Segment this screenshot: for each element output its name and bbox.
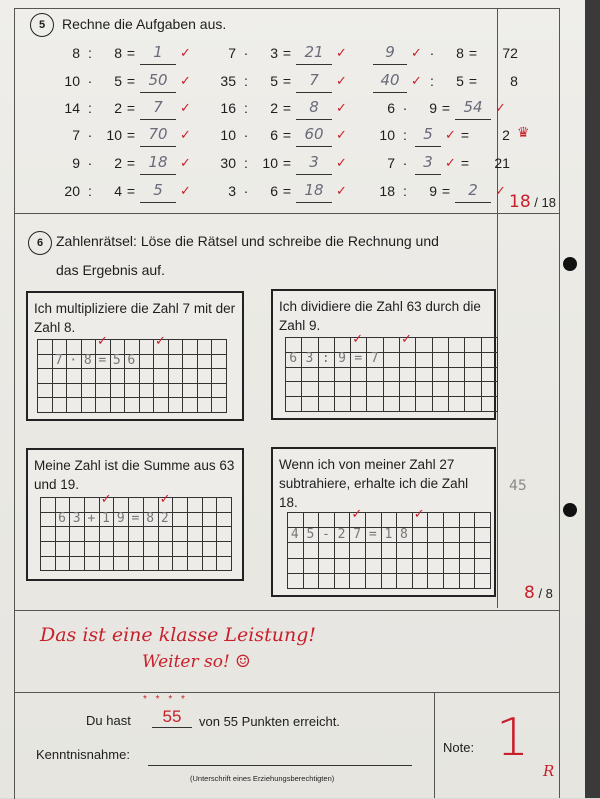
task-title-line1: Zahlenrätsel: Löse die Rätsel und schreibe die Rechnung und xyxy=(56,233,439,249)
stars-decoration: * * * * xyxy=(143,694,188,705)
equation-row xyxy=(58,40,191,66)
operator: · xyxy=(243,183,249,199)
check-mark-icon: ✓ xyxy=(336,183,347,198)
operator: : xyxy=(403,127,407,143)
answer-field[interactable]: 70 xyxy=(140,124,176,147)
operator: · xyxy=(402,100,408,116)
punch-hole xyxy=(563,503,577,517)
equals-sign: = xyxy=(282,73,292,89)
operand-a: 30 xyxy=(220,155,236,171)
grid-character: 8 xyxy=(83,352,92,368)
answer-field[interactable]: 18 xyxy=(140,152,176,175)
equals-sign: = xyxy=(282,127,292,143)
equation-row xyxy=(373,178,506,204)
operand-a: 10 xyxy=(220,127,236,143)
equals-sign: = xyxy=(282,155,292,171)
riddle-text: Wenn ich von meiner Zahl 27 subtrahiere, erhalte ich die Zahl 18. xyxy=(279,457,469,510)
grade-label: Note: xyxy=(443,740,475,755)
equation-row xyxy=(58,68,191,94)
check-mark-icon: ✓ xyxy=(445,155,456,170)
answer-field[interactable]: 9 xyxy=(373,42,407,65)
check-mark-icon: ✓ xyxy=(495,183,506,198)
operand-a: 8 xyxy=(72,45,80,61)
operand-a: 18 xyxy=(379,183,395,199)
equation-row xyxy=(373,95,506,121)
equals-sign: = xyxy=(126,183,136,199)
operator: : xyxy=(244,73,248,89)
grid-character: 6 xyxy=(58,510,66,526)
check-mark-icon: ✓ xyxy=(180,73,191,88)
operand-b: 5 xyxy=(270,73,278,89)
points-value: 55 xyxy=(152,707,192,728)
grid-character: · xyxy=(69,352,78,368)
equals-sign: = xyxy=(282,183,292,199)
answer-field[interactable]: 60 xyxy=(296,124,332,147)
grid-character: 8 xyxy=(400,527,408,543)
equation-row xyxy=(58,122,191,148)
grid-character: 2 xyxy=(337,527,346,543)
grid-character: 2 xyxy=(160,510,169,526)
grid-character: 6 xyxy=(289,350,298,366)
operator: · xyxy=(429,45,435,61)
check-mark-icon: ✓ xyxy=(352,331,364,346)
equation-row xyxy=(58,95,191,121)
section-divider xyxy=(14,213,559,214)
equals-sign: = xyxy=(460,155,469,171)
operand-b: 5 xyxy=(114,73,122,89)
check-mark-icon: ✓ xyxy=(411,73,422,88)
score-total: / 8 xyxy=(538,586,553,601)
operand-a: 10 xyxy=(379,127,395,143)
check-mark-icon: ✓ xyxy=(336,45,347,60)
answer-field[interactable]: 2 xyxy=(455,180,491,203)
equals-sign: = xyxy=(126,127,136,143)
equals-sign: = xyxy=(468,73,477,89)
operand-b: 9 xyxy=(429,183,437,199)
check-mark-icon: ✓ xyxy=(413,506,425,521)
check-mark-icon: ✓ xyxy=(495,100,506,115)
equals-sign: = xyxy=(441,183,451,199)
grade-box-divider xyxy=(434,692,435,798)
equation-row xyxy=(214,95,347,121)
equation-row xyxy=(214,68,347,94)
answer-field[interactable]: 54 xyxy=(455,97,491,120)
grid-character: = xyxy=(354,350,363,366)
answer-field[interactable]: 1 xyxy=(140,42,176,65)
operand-a: 6 xyxy=(387,100,395,116)
teacher-comment-line1: Das ist eine klasse Leistung! xyxy=(40,624,316,646)
operand-b: 8 xyxy=(114,45,122,61)
operand-a: 7 xyxy=(228,45,236,61)
task5-score xyxy=(509,192,556,212)
grid-character: = xyxy=(131,510,140,526)
answer-field[interactable]: 5 xyxy=(140,180,176,203)
check-mark-icon: ✓ xyxy=(180,100,191,115)
grid-character: 4 xyxy=(290,527,299,543)
operator: : xyxy=(244,100,248,116)
answer-field[interactable]: 5 xyxy=(415,124,441,147)
task6-score xyxy=(524,583,553,603)
grid-character: 6 xyxy=(127,352,136,368)
operand-a: 35 xyxy=(220,73,236,89)
check-mark-icon: ✓ xyxy=(411,45,422,60)
check-mark-icon: ✓ xyxy=(180,155,191,170)
equals-sign: = xyxy=(126,100,136,116)
grid-character: 5 xyxy=(112,352,121,368)
operand-b: 6 xyxy=(270,183,278,199)
grid-character: 7 xyxy=(54,352,63,368)
answer-field[interactable]: 7 xyxy=(140,97,176,120)
result: 21 xyxy=(494,155,510,171)
equals-sign: = xyxy=(126,155,136,171)
operand-b: 2 xyxy=(270,100,278,116)
equation-row xyxy=(373,122,510,148)
grid-character: = xyxy=(368,527,377,543)
answer-field[interactable]: 40 xyxy=(373,70,407,93)
answer-field[interactable]: 18 xyxy=(296,180,332,203)
acknowledgement-label: Kenntnisnahme: xyxy=(36,747,130,762)
signature-hint: (Unterschrift eines Erziehungsberechtigten) xyxy=(190,774,335,783)
task-title-line2: das Ergebnis auf. xyxy=(56,262,165,278)
teacher-comment-line2: Weiter so! ☺ xyxy=(142,652,251,672)
equals-sign: = xyxy=(126,73,136,89)
operand-b: 10 xyxy=(262,155,278,171)
operand-a: 7 xyxy=(72,127,80,143)
points-suffix: von 55 Punkten erreicht. xyxy=(199,714,340,729)
operand-a: 10 xyxy=(64,73,80,89)
operand-b: 10 xyxy=(106,127,122,143)
operand-a: 7 xyxy=(387,155,395,171)
operand-b: 8 xyxy=(456,45,464,61)
answer-grid[interactable] xyxy=(37,339,227,413)
grid-character: 1 xyxy=(102,510,110,526)
answer-field[interactable]: 3 xyxy=(415,152,441,175)
operator: · xyxy=(243,127,249,143)
operand-a: 20 xyxy=(64,183,80,199)
result: 8 xyxy=(510,73,518,89)
score-achieved: 8 xyxy=(524,583,535,603)
grid-character: 3 xyxy=(72,510,81,526)
equals-sign: = xyxy=(126,45,136,61)
operator: · xyxy=(243,45,249,61)
handwritten-calculation xyxy=(287,527,412,542)
equals-sign: = xyxy=(441,100,451,116)
check-mark-icon: ✓ xyxy=(336,127,347,142)
riddle-text: Meine Zahl ist die Summe aus 63 und 19. xyxy=(34,458,235,492)
section-divider xyxy=(14,610,559,611)
check-mark-icon: ✓ xyxy=(351,506,363,521)
check-mark-icon: ✓ xyxy=(100,491,112,506)
equation-row xyxy=(214,178,347,204)
score-achieved: 18 xyxy=(509,192,531,212)
equation-row xyxy=(214,122,347,148)
answer-field[interactable]: 50 xyxy=(140,70,176,93)
grid-character: + xyxy=(87,510,96,526)
grid-character: 9 xyxy=(116,510,125,526)
operator: : xyxy=(88,45,92,61)
check-mark-icon: ✓ xyxy=(180,183,191,198)
answer-field[interactable]: 8 xyxy=(296,97,332,120)
operator: : xyxy=(88,100,92,116)
check-mark-icon: ✓ xyxy=(336,155,347,170)
equation-row xyxy=(373,68,518,94)
operand-b: 2 xyxy=(114,155,122,171)
operator: : xyxy=(244,155,248,171)
equals-sign: = xyxy=(282,100,292,116)
grid-character: 8 xyxy=(146,510,155,526)
handwritten-calculation xyxy=(55,512,173,527)
check-mark-icon: ✓ xyxy=(155,333,166,348)
grid-character: : xyxy=(321,350,330,366)
grid-character: 7 xyxy=(353,527,362,543)
check-mark-icon: ✓ xyxy=(180,127,191,142)
operator: : xyxy=(403,183,407,199)
result: 2 xyxy=(502,127,510,143)
operand-b: 5 xyxy=(456,73,464,89)
equation-row xyxy=(373,150,510,176)
operand-b: 2 xyxy=(114,100,122,116)
punch-hole xyxy=(563,257,577,271)
operator: : xyxy=(429,73,434,89)
grid-character: 5 xyxy=(306,527,315,543)
check-mark-icon: ✓ xyxy=(336,100,347,115)
grid-character: - xyxy=(322,527,330,543)
signature-line[interactable] xyxy=(148,765,412,766)
grid-character: = xyxy=(98,352,107,368)
answer-field[interactable]: 7 xyxy=(296,70,332,93)
operand-a: 9 xyxy=(72,155,80,171)
equals-sign: = xyxy=(468,45,477,61)
answer-field[interactable]: 21 xyxy=(296,42,332,65)
handwritten-calculation xyxy=(285,352,383,367)
teacher-initial: R xyxy=(543,762,555,780)
operator: : xyxy=(88,183,92,199)
operand-a: 14 xyxy=(64,100,80,116)
answer-grid[interactable] xyxy=(40,497,232,571)
task-number-badge: 6 xyxy=(28,231,52,255)
equation-row xyxy=(58,178,191,204)
handwritten-calculation xyxy=(52,354,139,369)
check-mark-icon: ✓ xyxy=(336,73,347,88)
points-prefix: Du hast xyxy=(86,713,131,728)
equals-sign: = xyxy=(460,127,469,143)
grid-character: 3 xyxy=(305,350,314,366)
background-edge xyxy=(585,0,600,798)
equation-row xyxy=(214,40,347,66)
operand-b: 3 xyxy=(270,45,278,61)
task-number-badge: 5 xyxy=(30,13,54,37)
operand-a: 16 xyxy=(220,100,236,116)
operator: · xyxy=(87,155,93,171)
task-title: Rechne die Aufgaben aus. xyxy=(62,16,227,32)
operator: · xyxy=(87,73,93,89)
operand-a: 3 xyxy=(228,183,236,199)
sheet-right-border xyxy=(559,8,560,798)
section-divider xyxy=(14,692,559,693)
pencil-side-note: 45 xyxy=(509,478,527,494)
operand-b: 6 xyxy=(270,127,278,143)
equation-row xyxy=(214,150,347,176)
check-mark-icon: ✓ xyxy=(180,45,191,60)
check-mark-icon: ✓ xyxy=(401,331,412,346)
check-mark-icon: ✓ xyxy=(97,333,108,348)
operator: · xyxy=(402,155,408,171)
equation-row xyxy=(373,40,518,66)
grid-character: 1 xyxy=(384,527,393,543)
operator: · xyxy=(87,127,93,143)
operand-b: 9 xyxy=(429,100,437,116)
check-mark-icon: ✓ xyxy=(445,127,456,142)
answer-grid[interactable] xyxy=(287,512,491,589)
score-total: / 18 xyxy=(534,195,556,210)
equals-sign: = xyxy=(282,45,292,61)
equation-row xyxy=(58,150,191,176)
riddle-text: Ich multipliziere die Zahl 7 mit der Zahl 8. xyxy=(34,301,236,335)
grid-character: 9 xyxy=(338,350,346,366)
result: 72 xyxy=(502,45,518,61)
operand-b: 4 xyxy=(114,183,122,199)
answer-grid[interactable] xyxy=(285,337,498,412)
crown-mark-icon: ♛ xyxy=(517,124,530,140)
riddle-text: Ich dividiere die Zahl 63 durch die Zahl 9. xyxy=(279,299,481,333)
answer-field[interactable]: 3 xyxy=(296,152,332,175)
grid-character: 7 xyxy=(370,350,379,366)
grade-value: 1 xyxy=(496,708,530,768)
check-mark-icon: ✓ xyxy=(159,491,171,506)
